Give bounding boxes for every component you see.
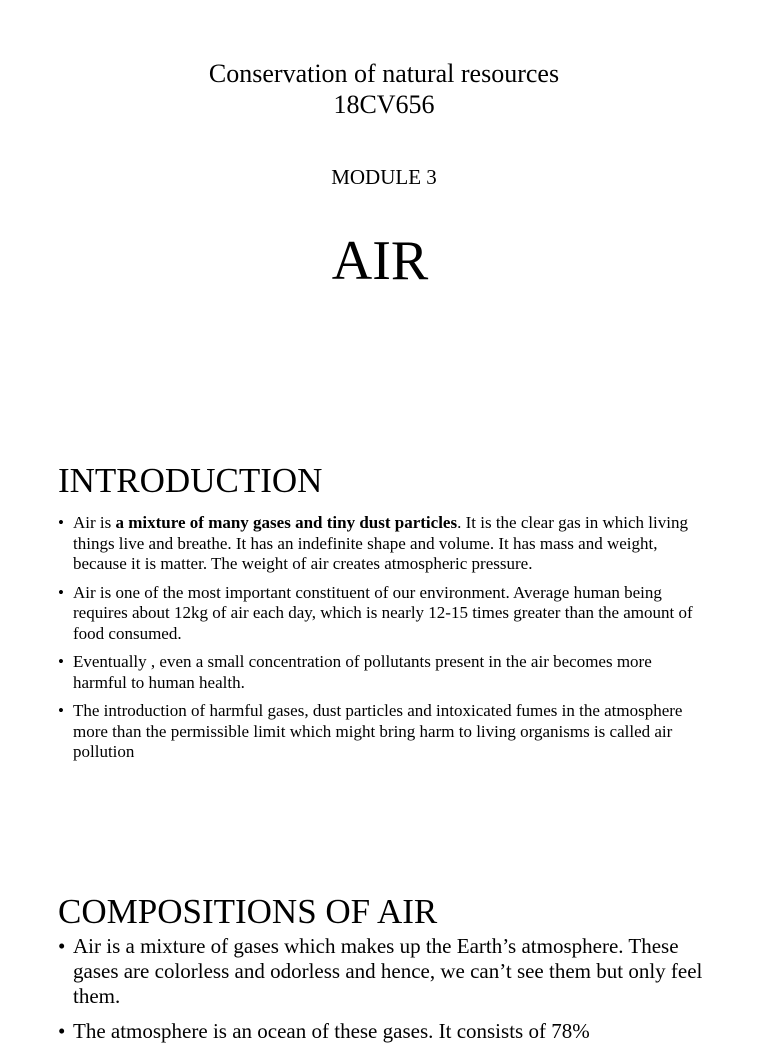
course-title: Conservation of natural resources [208,59,560,88]
compositions-slide [0,888,768,1043]
course-code: 18CV656 [333,90,435,119]
bullet-text: Air is one of the most important constituent of our environment. Average human being requires about 12kg of air each day, which is nearly 12-15 times greater than the amount of food consumed. [73,582,693,643]
bullet-text-rest: . It is the clear gas in which living things live and breathe. It has an indefinite shape and volume. It has mass and weight, because it is matter. The weight of air creates atmospheric pressure. [73,513,688,573]
bullet-text-prefix: Air is [73,513,116,532]
bullet-text: Air is a mixture of gases which makes up the Earth’s atmosphere. These gases are colorless and odorless and hence, we can’t see them but only feel them. [73,934,703,1008]
bullet-text: The introduction of harmful gases, dust particles and intoxicated fumes in the atmosphere more than the permissible limit which might bring harm to living organisms is called air pollution [73,701,683,761]
list-item [58,513,708,575]
list-item [58,1019,718,1044]
bullet-text-bold: a mixture of many gases and tiny dust particles [115,513,458,532]
course-title-block [0,58,768,120]
introduction-bullet-list [58,513,708,771]
module-label: MODULE 3 [331,165,437,189]
title-slide [0,0,768,420]
list-item [58,652,708,693]
bullet-text: The atmosphere is an ocean of these gases. It consists of 78% [73,1019,590,1043]
topic-title: AIR [331,230,429,292]
compositions-bullet-list [58,934,718,1054]
compositions-heading: COMPOSITIONS OF AIR [58,892,438,931]
introduction-heading: INTRODUCTION [58,461,323,500]
list-item [58,701,708,763]
list-item [58,583,708,645]
introduction-slide [0,455,768,845]
bullet-text: Eventually , even a small concentration of pollutants present in the air becomes more harmful to human health. [73,652,652,692]
list-item [58,934,718,1009]
